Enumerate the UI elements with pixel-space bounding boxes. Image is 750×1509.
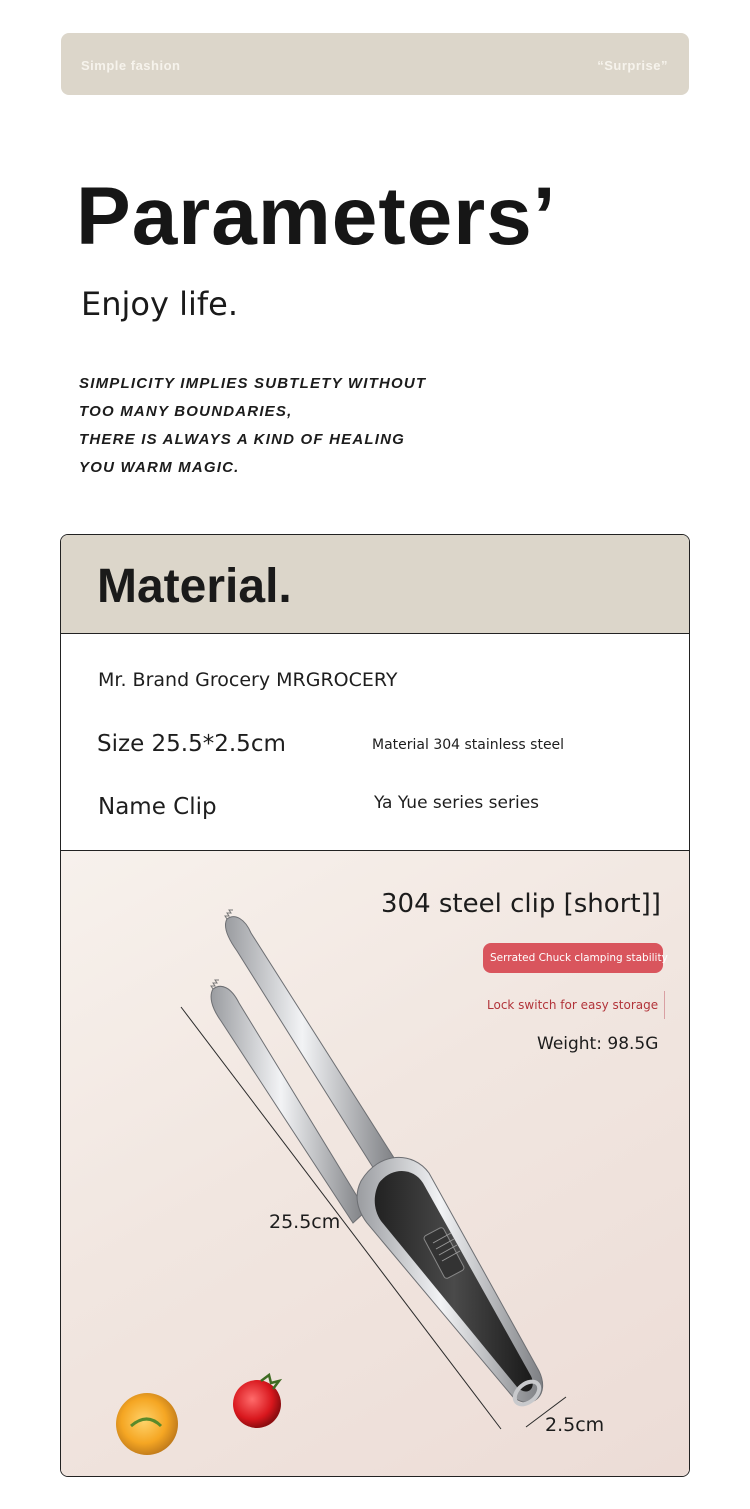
tagline-line: YOU WARM MAGIC. (79, 459, 240, 476)
product-photo (61, 851, 689, 1477)
tagline (79, 370, 499, 482)
spec-series: Ya Yue series series (374, 793, 540, 813)
feature-badge-highlight: Serrated Chuck clamping stability (483, 943, 663, 973)
page-subtitle: Enjoy life. (81, 285, 238, 323)
spec-name: Name Clip (98, 794, 217, 820)
banner-right-text: “Surprise” (597, 58, 668, 73)
tagline-line: THERE IS ALWAYS A KIND OF HEALING (79, 431, 405, 448)
spec-material: Material 304 stainless steel (372, 737, 565, 753)
top-banner (61, 33, 689, 95)
weight-label: Weight: (537, 1034, 602, 1054)
page-title: Parameters’ (76, 171, 557, 262)
width-label: 2.5cm (545, 1414, 605, 1436)
banner-left-text: Simple fashion (81, 58, 181, 73)
feature-badge-plain: Lock switch for easy storage (483, 991, 665, 1019)
product-weight (537, 1034, 658, 1054)
tagline-line: TOO MANY BOUNDARIES, (79, 403, 293, 420)
length-label: 25.5cm (269, 1211, 341, 1233)
material-title: Material. (97, 560, 292, 613)
spec-size: Size 25.5*2.5cm (97, 731, 286, 757)
material-card (60, 534, 690, 1477)
orange-slice (116, 1393, 178, 1455)
product-title: 304 steel clip [short]] (381, 889, 661, 919)
weight-value: 98.5G (607, 1034, 659, 1054)
spec-brand: Mr. Brand Grocery MRGROCERY (98, 669, 398, 691)
tagline-line: SIMPLICITY IMPLIES SUBTLETY WITHOUT (79, 375, 427, 392)
material-card-header (61, 535, 689, 634)
